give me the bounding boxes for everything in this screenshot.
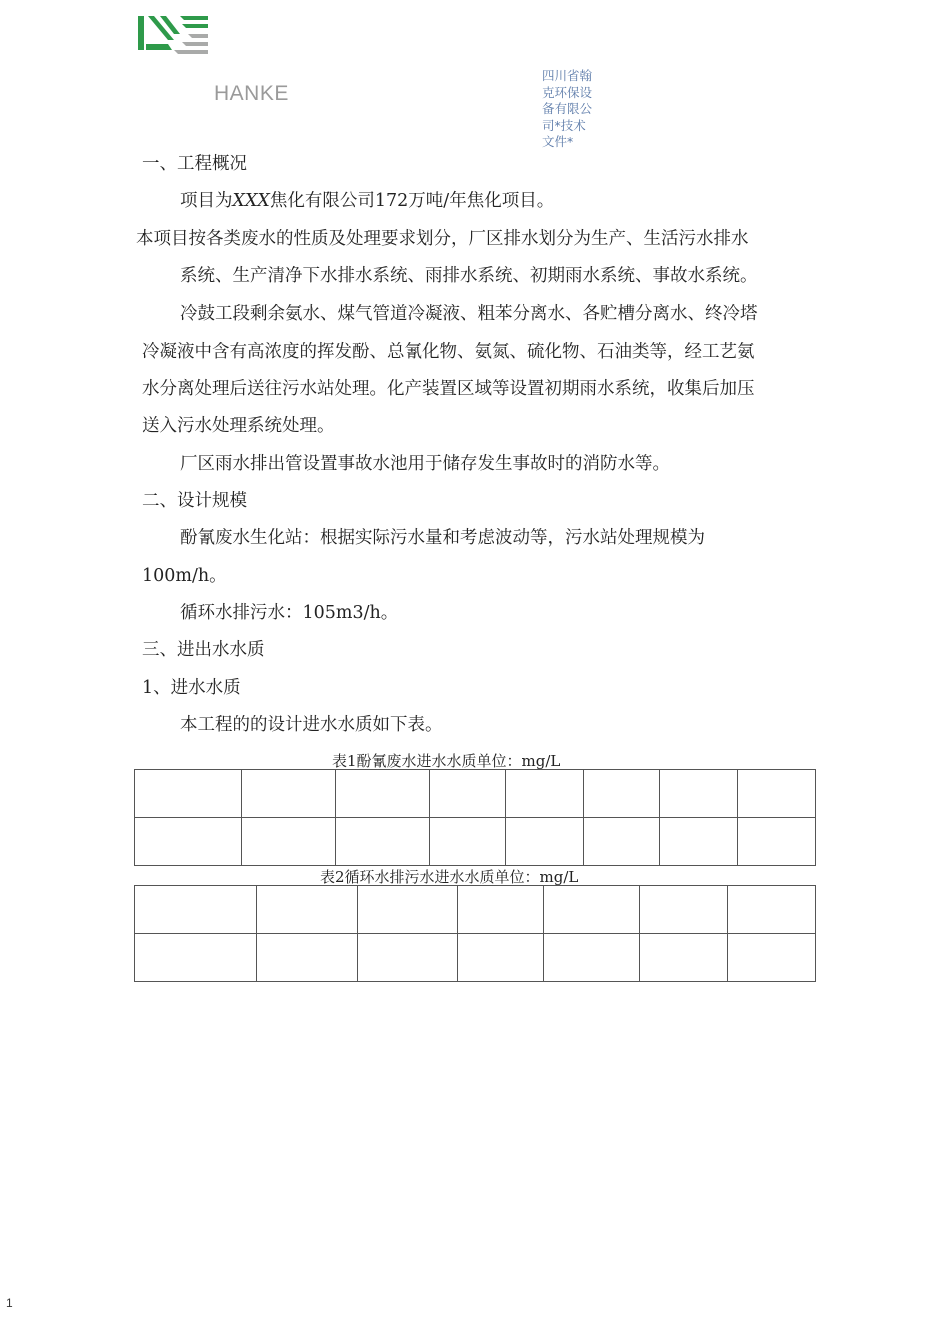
paragraph-wastewater-line2: 冷凝液中含有高浓度的挥发酚、总氰化物、氨氮、硫化物、石油类等，经工艺氨 (142, 342, 755, 362)
table-cell (660, 818, 738, 866)
table-cell (544, 886, 640, 934)
table-cell (458, 886, 544, 934)
table-cell (242, 818, 336, 866)
paragraph-project-intro: 项目为XXX焦化有限公司172万吨/年焦化项目。 (180, 191, 555, 211)
table-cell (640, 886, 728, 934)
table-row (135, 818, 816, 866)
table-cell (430, 770, 506, 818)
table-circulating-water-inlet (134, 885, 816, 982)
table-cell (584, 818, 660, 866)
paragraph-rainwater: 厂区雨水排出管设置事故水池用于储存发生事故时的消防水等。 (180, 454, 670, 474)
table-cell (257, 886, 358, 934)
paragraph-circulating-water: 循环水排污水：105m3/h。 (180, 603, 399, 623)
table1-caption: 表1酚氰废水进水水质单位：mg/L (332, 752, 561, 770)
table-cell (135, 934, 257, 982)
project-placeholder-name: XXX (232, 191, 270, 211)
table-row (135, 770, 816, 818)
table-row (135, 886, 816, 934)
table-cell (728, 934, 816, 982)
table-phenol-cyanide-inlet (134, 769, 816, 866)
paragraph-station-capacity: 100m/h。 (142, 566, 227, 586)
table-cell (738, 770, 816, 818)
table-cell (430, 818, 506, 866)
paragraph-drainage-line2: 系统、生产清净下水排水系统、雨排水系统、初期雨水系统、事故水系统。 (180, 266, 758, 286)
brand-name: HANKE (214, 82, 289, 105)
table2-caption: 表2循环水排污水进水水质单位：mg/L (320, 868, 579, 886)
table-cell (242, 770, 336, 818)
table-cell (336, 818, 430, 866)
table-cell (358, 934, 458, 982)
heading-inlet-quality: 1、进水水质 (142, 678, 241, 698)
side-note: 四川省翰克环保设备有限公司*技术文件* (542, 68, 593, 149)
paragraph-wastewater-line3: 水分离处理后送往污水站处理。化产装置区域等设置初期雨水系统，收集后加压 (142, 379, 755, 399)
table-cell (336, 770, 430, 818)
paragraph-drainage-line1: 本项目按各类废水的性质及处理要求划分，厂区排水划分为生产、生活污水排水 (136, 229, 749, 249)
table-cell (660, 770, 738, 818)
page-number: 1 (6, 1296, 13, 1310)
heading-water-quality: 三、进出水水质 (142, 640, 265, 660)
paragraph-wastewater-line4: 送入污水处理系统处理。 (142, 416, 335, 436)
paragraph-table-intro: 本工程的的设计进水水质如下表。 (180, 715, 443, 735)
heading-design-scale: 二、设计规模 (142, 491, 247, 511)
table-cell (358, 886, 458, 934)
table-cell (135, 886, 257, 934)
table-cell (640, 934, 728, 982)
table-cell (584, 770, 660, 818)
table-cell (135, 770, 242, 818)
hanke-logo-icon (138, 14, 210, 54)
table-cell (506, 818, 584, 866)
paragraph-station-scale: 酚氰废水生化站：根据实际污水量和考虑波动等，污水站处理规模为 (180, 528, 705, 548)
heading-project-overview: 一、工程概况 (142, 154, 247, 174)
table-cell (257, 934, 358, 982)
table-cell (458, 934, 544, 982)
table-row (135, 934, 816, 982)
table-cell (544, 934, 640, 982)
table-cell (135, 818, 242, 866)
paragraph-wastewater-line1: 冷鼓工段剩余氨水、煤气管道冷凝液、粗苯分离水、各贮槽分离水、终冷塔 (180, 304, 758, 324)
table-cell (506, 770, 584, 818)
table-cell (728, 886, 816, 934)
table-cell (738, 818, 816, 866)
